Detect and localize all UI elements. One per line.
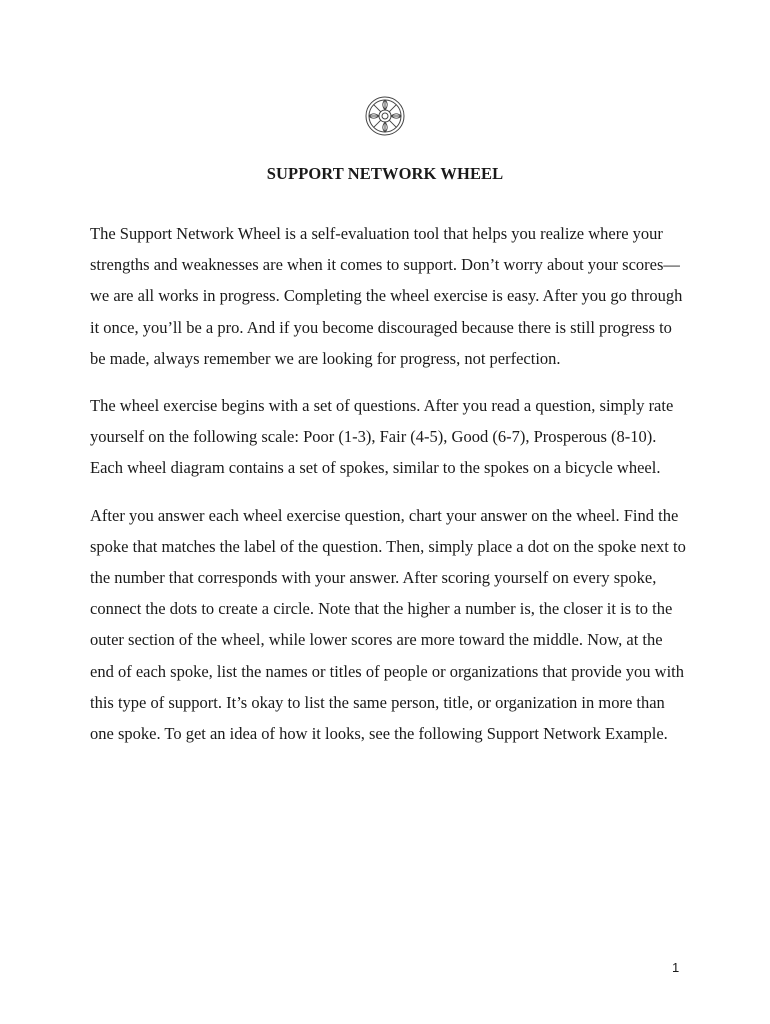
page-number: 1 xyxy=(672,960,680,975)
paragraph-rating-scale: The wheel exercise begins with a set of questions. After you read a question, simply rate yourself on the following scale: Poor (1-3), Fair (4-5), Good (6-7), Prosperous (8-10). Each wheel diagram contains a set of spokes, similar to the spokes on a bicycle wheel. xyxy=(90,396,674,478)
document-title: SUPPORT NETWORK WHEEL xyxy=(266,164,504,183)
dharma-wheel-icon xyxy=(365,96,405,136)
document-body xyxy=(90,218,690,765)
paragraph-intro: The Support Network Wheel is a self-evaluation tool that helps you realize where your strengths and weaknesses are when it comes to support. Don’t worry about your scores—we are all works in progress. Completing the wheel exercise is easy. After you go through it once, you’ll be a pro. And if you become discouraged because there is still progress to be made, always remember we are looking for progress, not perfection. xyxy=(90,224,683,368)
paragraph-charting-instructions: After you answer each wheel exercise question, chart your answer on the wheel. Find the spoke that matches the label of the question. Then, simply place a dot on the spoke next to the number that corresponds with your answer. After scoring yourself on every spoke, connect the dots to create a circle. Note that the higher a number is, the closer it is to the outer section of the wheel, while lower scores are more toward the middle. Now, at the end of each spoke, list the names or titles of people or organizations that provide you with this type of support. It’s okay to list the same person, title, or organization in more than one spoke. To get an idea of how it looks, see the following Support Network Example. xyxy=(90,505,686,744)
